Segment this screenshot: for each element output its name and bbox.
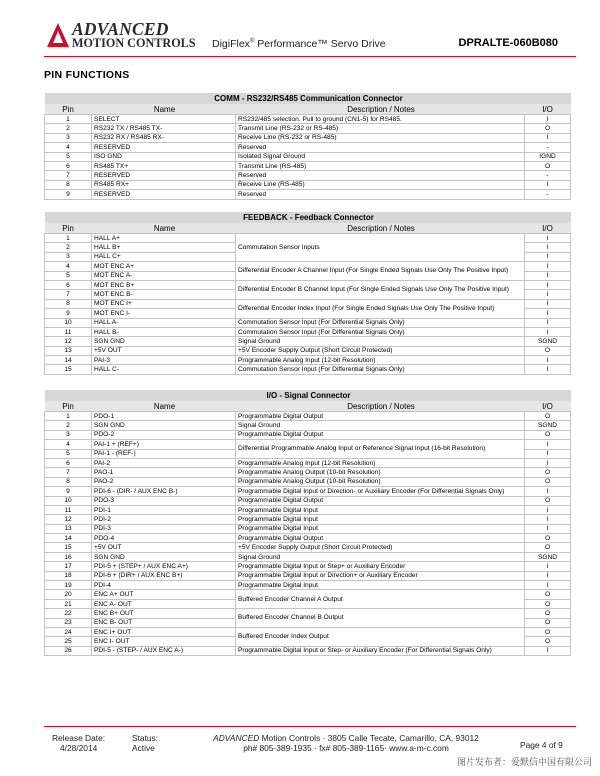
- pin-io: O: [525, 543, 571, 552]
- table-header-row: [45, 104, 571, 115]
- table-row: [45, 552, 571, 561]
- pin-io: I: [525, 524, 571, 533]
- pin-description: Isolated Signal Ground: [236, 152, 525, 161]
- pin-name: ENC I- OUT: [92, 637, 236, 646]
- pin-name: RESERVED: [92, 171, 236, 180]
- pin-number: 14: [45, 534, 92, 543]
- pin-name: PDI-4: [92, 581, 236, 590]
- pin-number: 15: [45, 543, 92, 552]
- pin-name: PAI-3: [92, 356, 236, 365]
- pin-io: I: [525, 262, 571, 271]
- pin-description: Transmit Line (RS-232 or RS-485): [236, 124, 525, 133]
- column-header-name: Name: [92, 401, 236, 412]
- pin-name: SGN GND: [92, 552, 236, 561]
- pin-description: Signal Ground: [236, 421, 525, 430]
- pin-number: 3: [45, 133, 92, 142]
- pin-io: O: [525, 627, 571, 636]
- pin-number: 1: [45, 234, 92, 243]
- pin-name: RS232 RX / RS485 RX-: [92, 133, 236, 142]
- table-row: [45, 505, 571, 514]
- pin-description: Programmable Digital Input or Step- or Auxiliary Encoder (For Differential Signals Only): [236, 646, 525, 655]
- table-row: [45, 468, 571, 477]
- pin-io: O: [525, 412, 571, 421]
- pin-io: O: [525, 618, 571, 627]
- pin-number: 5: [45, 449, 92, 458]
- table-row: [45, 543, 571, 552]
- header-rule: [44, 56, 576, 57]
- pin-name: PDI-2: [92, 515, 236, 524]
- pin-io: I: [525, 290, 571, 299]
- pin-description: Programmable Digital Output: [236, 412, 525, 421]
- table-row: [45, 487, 571, 496]
- pin-io: I: [525, 449, 571, 458]
- pin-description: Programmable Digital Output: [236, 430, 525, 439]
- pin-io: O: [525, 496, 571, 505]
- pin-number: 1: [45, 115, 92, 124]
- pin-name: ENC A+ OUT: [92, 590, 236, 599]
- pin-number: 11: [45, 327, 92, 336]
- table-row: [45, 515, 571, 524]
- pin-name: PAI-1 + (REF+): [92, 440, 236, 449]
- pin-description: Signal Ground: [236, 552, 525, 561]
- pin-name: ENC A- OUT: [92, 599, 236, 608]
- pin-io: I: [525, 271, 571, 280]
- release-date-block: [52, 733, 105, 753]
- pin-number: 8: [45, 299, 92, 308]
- pin-io: I: [525, 234, 571, 243]
- pin-name: HALL B+: [92, 243, 236, 252]
- pin-name: HALL B-: [92, 327, 236, 336]
- pin-number: 24: [45, 627, 92, 636]
- pin-number: 17: [45, 562, 92, 571]
- pin-io: O: [525, 609, 571, 618]
- table-row: [45, 171, 571, 180]
- pin-io: I: [525, 133, 571, 142]
- column-header-pin: Pin: [45, 104, 92, 115]
- table-row: [45, 234, 571, 243]
- pin-description: Buffered Encoder Channel B Output: [236, 609, 525, 628]
- column-header-pin: Pin: [45, 401, 92, 412]
- table-row: [45, 299, 571, 308]
- pin-description: Programmable Analog Output (10-bit Resolution): [236, 477, 525, 486]
- pin-number: 3: [45, 430, 92, 439]
- release-date: 4/28/2014: [60, 743, 98, 753]
- pin-io: IGND: [525, 152, 571, 161]
- pin-name: PDI-1: [92, 505, 236, 514]
- comm-connector-table: [44, 93, 571, 200]
- pin-name: MOT ENC I+: [92, 299, 236, 308]
- pin-description: Programmable Digital Input or Direction+ or Auxiliary Encoder: [236, 571, 525, 580]
- pin-number: 9: [45, 190, 92, 199]
- table-row: [45, 646, 571, 655]
- pin-io: I: [525, 365, 571, 374]
- column-header-io: I/O: [525, 223, 571, 234]
- pin-io: O: [525, 590, 571, 599]
- pin-number: 7: [45, 468, 92, 477]
- table-row: [45, 571, 571, 580]
- table-title-row: [45, 390, 571, 401]
- pin-io: I: [525, 571, 571, 580]
- pin-name: SGN GND: [92, 337, 236, 346]
- pin-io: O: [525, 161, 571, 170]
- pin-name: PDO-1: [92, 412, 236, 421]
- pin-name: PDO-2: [92, 430, 236, 439]
- page-header: [0, 0, 600, 58]
- table-row: [45, 412, 571, 421]
- pin-io: I: [525, 515, 571, 524]
- pin-io: I: [525, 243, 571, 252]
- pin-io: SGND: [525, 337, 571, 346]
- pin-name: ENC B+ OUT: [92, 609, 236, 618]
- table-title: I/O - Signal Connector: [45, 390, 571, 401]
- pin-number: 22: [45, 609, 92, 618]
- pin-description: Programmable Digital Input: [236, 581, 525, 590]
- table-row: [45, 190, 571, 199]
- pin-name: RS232 TX / RS485 TX-: [92, 124, 236, 133]
- pin-name: HALL C+: [92, 252, 236, 261]
- product-name: DigiFlex® Performance™ Servo Drive: [212, 38, 386, 50]
- pin-number: 3: [45, 252, 92, 261]
- pin-io: I: [525, 299, 571, 308]
- company-name-italic: ADVANCED: [213, 733, 260, 743]
- pin-io: I: [525, 458, 571, 467]
- pin-name: MOT ENC A+: [92, 262, 236, 271]
- pin-name: RS485 TX+: [92, 161, 236, 170]
- column-header-name: Name: [92, 223, 236, 234]
- table-row: [45, 590, 571, 599]
- pin-name: PAI-2: [92, 458, 236, 467]
- pin-io: I: [525, 646, 571, 655]
- pin-description: Differential Encoder Index Input (For Single Ended Signals Use Only The Positive Input): [236, 299, 525, 318]
- pin-io: O: [525, 346, 571, 355]
- logo-line1: ADVANCED: [72, 19, 169, 39]
- pin-name: PDI-5 + (STEP+ / AUX ENC A+): [92, 562, 236, 571]
- pin-name: HALL A+: [92, 234, 236, 243]
- pin-number: 2: [45, 243, 92, 252]
- pin-description: Receive Line (RS-485): [236, 180, 525, 189]
- pin-number: 11: [45, 505, 92, 514]
- pin-description: +5V Encoder Supply Output (Short Circuit Protected): [236, 346, 525, 355]
- pin-name: PDO-3: [92, 496, 236, 505]
- pin-io: -: [525, 143, 571, 152]
- pin-number: 2: [45, 124, 92, 133]
- pin-io: -: [525, 190, 571, 199]
- column-header-io: I/O: [525, 104, 571, 115]
- pin-name: SELECT: [92, 115, 236, 124]
- table-header-row: [45, 401, 571, 412]
- pin-description: Commutation Sensor Inputs: [236, 234, 525, 262]
- pin-io: O: [525, 637, 571, 646]
- status-value: Active: [132, 743, 155, 753]
- pin-description: Differential Encoder B Channel Input (For Single Ended Signals Use Only The Positive Input): [236, 280, 525, 299]
- logo-line2: MOTION CONTROLS: [72, 36, 196, 50]
- pin-io: I: [525, 318, 571, 327]
- pin-number: 13: [45, 346, 92, 355]
- pin-number: 8: [45, 477, 92, 486]
- table-title-row: [45, 93, 571, 104]
- pin-io: I: [525, 562, 571, 571]
- pin-description: Differential Programmable Analog Input or Reference Signal Input (16-bit Resolution): [236, 440, 525, 459]
- pin-description: Programmable Analog Input (12-bit Resolution): [236, 458, 525, 467]
- pin-number: 19: [45, 581, 92, 590]
- table-row: [45, 115, 571, 124]
- pin-description: Reserved: [236, 190, 525, 199]
- pin-io: O: [525, 468, 571, 477]
- table-title-row: [45, 212, 571, 223]
- pin-io: I: [525, 115, 571, 124]
- pin-description: +5V Encoder Supply Output (Short Circuit Protected): [236, 543, 525, 552]
- pin-number: 4: [45, 143, 92, 152]
- pin-name: RESERVED: [92, 190, 236, 199]
- pin-name: SGN GND: [92, 421, 236, 430]
- pin-name: PDO-4: [92, 534, 236, 543]
- table-row: [45, 318, 571, 327]
- table-row: [45, 280, 571, 289]
- pin-name: +5V OUT: [92, 346, 236, 355]
- pin-io: I: [525, 180, 571, 189]
- pin-name: ENC I+ OUT: [92, 627, 236, 636]
- pin-name: MOT ENC I-: [92, 309, 236, 318]
- pin-description: Reserved: [236, 171, 525, 180]
- pin-io: I: [525, 440, 571, 449]
- column-header-name: Name: [92, 104, 236, 115]
- pin-description: Commutation Sensor Input (For Differential Signals Only): [236, 318, 525, 327]
- footer-rule: [44, 726, 576, 727]
- pin-name: PDI-6 + (DIR+ / AUX ENC B+): [92, 571, 236, 580]
- table-row: [45, 337, 571, 346]
- company-logo: [46, 19, 206, 50]
- pin-number: 7: [45, 171, 92, 180]
- pin-name: ISO GND: [92, 152, 236, 161]
- pin-name: ENC B- OUT: [92, 618, 236, 627]
- table-title: COMM - RS232/RS485 Communication Connector: [45, 93, 571, 104]
- table-row: [45, 562, 571, 571]
- pin-description: Reserved: [236, 143, 525, 152]
- pin-number: 16: [45, 552, 92, 561]
- pin-number: 4: [45, 262, 92, 271]
- pin-name: PAO-1: [92, 468, 236, 477]
- table-row: [45, 161, 571, 170]
- table-row: [45, 440, 571, 449]
- pin-number: 2: [45, 421, 92, 430]
- pin-description: Buffered Encoder Channel A Output: [236, 590, 525, 609]
- table-row: [45, 458, 571, 467]
- pin-io: O: [525, 477, 571, 486]
- pin-io: I: [525, 487, 571, 496]
- pin-io: I: [525, 581, 571, 590]
- pin-number: 25: [45, 637, 92, 646]
- pin-io: SGND: [525, 552, 571, 561]
- pin-name: PAI-1 - (REF-): [92, 449, 236, 458]
- pin-name: PDI-5 - (STEP- / AUX ENC A-): [92, 646, 236, 655]
- pin-description: Programmable Digital Input: [236, 505, 525, 514]
- pin-description: Receive Line (RS-232 or RS-485): [236, 133, 525, 142]
- table-row: [45, 152, 571, 161]
- pin-description: Commutation Sensor Input (For Differential Signals Only): [236, 365, 525, 374]
- table-row: [45, 133, 571, 142]
- pin-io: I: [525, 327, 571, 336]
- io-connector-table: [44, 390, 571, 656]
- table-row: [45, 180, 571, 189]
- pin-description: RS232/485 selection. Pull to ground (CN1-5) for RS485.: [236, 115, 525, 124]
- table-row: [45, 430, 571, 439]
- pin-io: I: [525, 252, 571, 261]
- pin-number: 21: [45, 599, 92, 608]
- pin-description: Programmable Analog Input (12-bit Resolution): [236, 356, 525, 365]
- table-row: [45, 262, 571, 271]
- pin-description: Programmable Digital Input or Direction- or Auxiliary Encoder (For Differential Signals Only): [236, 487, 525, 496]
- pin-io: O: [525, 534, 571, 543]
- pin-description: Programmable Digital Output: [236, 534, 525, 543]
- pin-number: 15: [45, 365, 92, 374]
- logo-triangle-icon: [46, 22, 70, 48]
- pin-number: 12: [45, 515, 92, 524]
- table-row: [45, 477, 571, 486]
- pin-number: 10: [45, 318, 92, 327]
- pin-name: MOT ENC A-: [92, 271, 236, 280]
- column-header-io: I/O: [525, 401, 571, 412]
- table-row: [45, 534, 571, 543]
- pin-number: 7: [45, 290, 92, 299]
- pin-number: 6: [45, 458, 92, 467]
- table-row: [45, 356, 571, 365]
- pin-description: Programmable Digital Input or Step+ or Auxiliary Encoder: [236, 562, 525, 571]
- pin-name: HALL A-: [92, 318, 236, 327]
- pin-io: I: [525, 356, 571, 365]
- pin-io: O: [525, 124, 571, 133]
- table-header-row: [45, 223, 571, 234]
- company-address-text: Motion Controls · 3805 Calle Tecate, Camarillo, CA, 93012: [259, 733, 479, 743]
- release-date-label: Release Date:: [52, 733, 106, 743]
- pin-number: 12: [45, 337, 92, 346]
- pin-description: Programmable Analog Output (10-bit Resolution): [236, 468, 525, 477]
- pin-description: Buffered Encoder Index Output: [236, 627, 525, 646]
- table-row: [45, 365, 571, 374]
- company-contact: ph# 805-389-1935 · fx# 805-389-1165· www.a-m-c.com: [243, 743, 449, 753]
- pin-description: Programmable Digital Input: [236, 515, 525, 524]
- pin-number: 8: [45, 180, 92, 189]
- pin-name: PDI-3: [92, 524, 236, 533]
- table-row: [45, 496, 571, 505]
- pin-name: +5V OUT: [92, 543, 236, 552]
- publisher-watermark: 图片发布者：爱默信中国有限公司: [456, 757, 592, 767]
- pin-io: O: [525, 599, 571, 608]
- table-row: [45, 581, 571, 590]
- table-row: [45, 346, 571, 355]
- column-header-description: Description / Notes: [236, 223, 525, 234]
- pin-name: RS485 RX+: [92, 180, 236, 189]
- column-header-description: Description / Notes: [236, 104, 525, 115]
- pin-number: 10: [45, 496, 92, 505]
- table-row: [45, 143, 571, 152]
- pin-number: 4: [45, 440, 92, 449]
- pin-description: Commutation Sensor Input (For Differential Signals Only): [236, 327, 525, 336]
- pin-number: 14: [45, 356, 92, 365]
- pin-description: Signal Ground: [236, 337, 525, 346]
- company-address: [196, 733, 496, 753]
- page-title: PIN FUNCTIONS: [44, 69, 130, 81]
- pin-io: -: [525, 171, 571, 180]
- pin-io: I: [525, 280, 571, 289]
- pin-io: SGND: [525, 421, 571, 430]
- pin-name: PAO-2: [92, 477, 236, 486]
- pin-number: 6: [45, 161, 92, 170]
- pin-number: 20: [45, 590, 92, 599]
- pin-description: Programmable Digital Output: [236, 496, 525, 505]
- pin-name: MOT ENC B+: [92, 280, 236, 289]
- table-row: [45, 327, 571, 336]
- page-number: Page 4 of 9: [520, 740, 563, 750]
- pin-number: 23: [45, 618, 92, 627]
- pin-description: Differential Encoder A Channel Input (For Single Ended Signals Use Only The Positive Input): [236, 262, 525, 281]
- table-row: [45, 421, 571, 430]
- pin-number: 9: [45, 487, 92, 496]
- column-header-pin: Pin: [45, 223, 92, 234]
- pin-io: I: [525, 505, 571, 514]
- pin-name: MOT ENC B-: [92, 290, 236, 299]
- feedback-connector-table: [44, 212, 571, 375]
- model-number: DPRALTE-060B080: [458, 37, 558, 49]
- table-row: [45, 627, 571, 636]
- status-block: [132, 733, 158, 753]
- status-label: Status:: [132, 733, 159, 743]
- pin-number: 6: [45, 280, 92, 289]
- pin-description: Transmit Line (RS-485): [236, 161, 525, 170]
- pin-number: 26: [45, 646, 92, 655]
- pin-io: I: [525, 309, 571, 318]
- pin-number: 5: [45, 152, 92, 161]
- table-title: FEEDBACK - Feedback Connector: [45, 212, 571, 223]
- pin-name: HALL C-: [92, 365, 236, 374]
- table-row: [45, 609, 571, 618]
- pin-name: PDI-6 - (DIR- / AUX ENC B-): [92, 487, 236, 496]
- pin-name: RESERVED: [92, 143, 236, 152]
- pin-number: 5: [45, 271, 92, 280]
- pin-number: 18: [45, 571, 92, 580]
- pin-number: 9: [45, 309, 92, 318]
- table-row: [45, 124, 571, 133]
- pin-number: 1: [45, 412, 92, 421]
- pin-description: Programmable Digital Input: [236, 524, 525, 533]
- pin-number: 13: [45, 524, 92, 533]
- column-header-description: Description / Notes: [236, 401, 525, 412]
- table-row: [45, 524, 571, 533]
- pin-io: O: [525, 430, 571, 439]
